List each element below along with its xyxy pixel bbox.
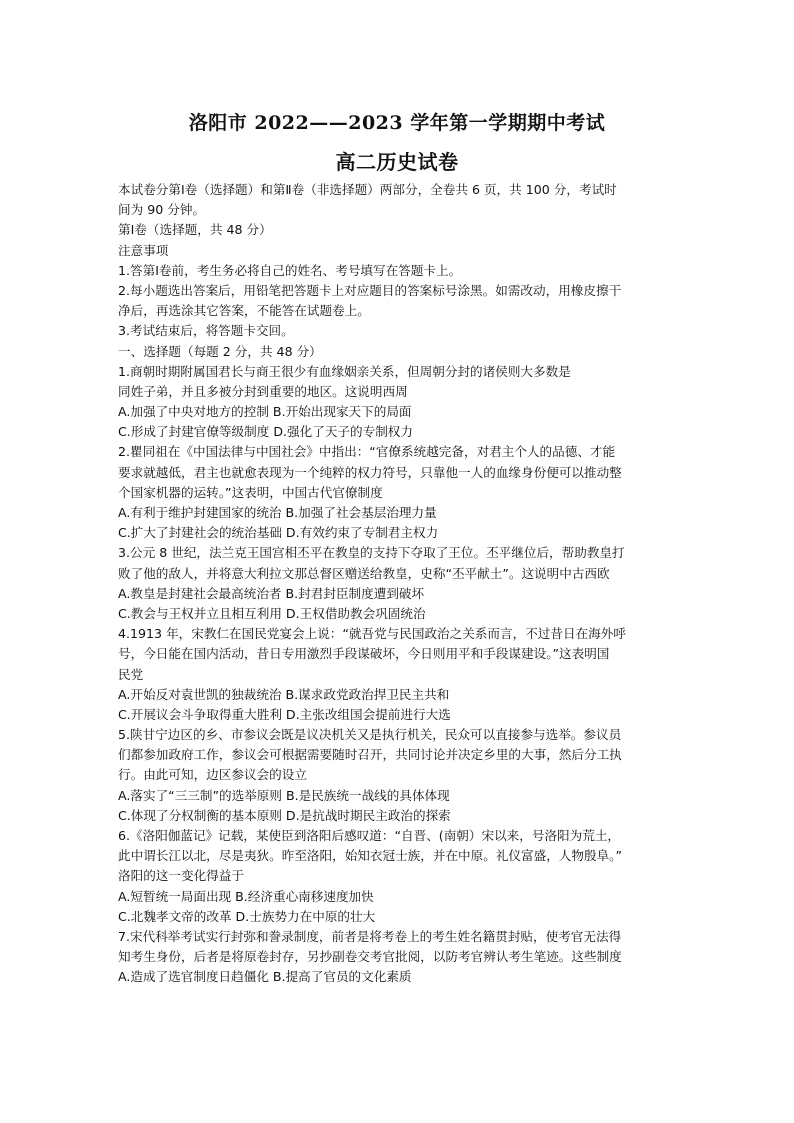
text-line: 间为 90 分钟。	[118, 202, 206, 218]
text-line: 个国家机器的运转。”这表明，中国古代官僚制度	[118, 484, 383, 500]
text-line: 2.每小题选出答案后，用铅笔把答题卡上对应题目的答案标号涂黑。如需改动，用橡皮擦干	[118, 282, 622, 298]
text-line: 1.答第Ⅰ卷前，考生务必将自己的姓名、考号填写在答题卡上。	[118, 262, 462, 278]
text-line: A.加强了中央对地方的控制 B.开始出现家天下的局面	[118, 404, 412, 420]
text-line: C.体现了分权制衡的基本原则 D.是抗战时期民主政治的探索	[118, 807, 451, 823]
exam-title: 洛阳市 2022——2023 学年第一学期期中考试	[188, 112, 606, 134]
text-line: A.造成了选官制度日趋僵化 B.提高了官员的文化素质	[118, 969, 412, 985]
text-line: 注意事项	[118, 242, 169, 258]
text-line: C.北魏孝文帝的改革 D.士族势力在中原的壮大	[118, 908, 376, 924]
text-line: 此中谓长江以北，尽是夷狄。昨至洛阳，始知衣冠士族，并在中原。礼仪富盛，人物殷阜。”	[118, 848, 622, 864]
text-line: 3.考试结束后，将答题卡交回。	[118, 323, 294, 339]
text-line: 2.瞿同祖在《中国法律与中国社会》中指出：“官僚系统越完备，对君主个人的品德、才能	[118, 444, 616, 460]
text-line: 1.商朝时期附属国君长与商王很少有血缘姻亲关系，但周朝分封的诸侯则大多数是	[118, 363, 571, 379]
text-line: 7.宋代科举考试实行封弥和誊录制度，前者是将考卷上的考生姓名籍贯封贴，使考官无法得	[118, 928, 622, 944]
text-line: 号，今日能在国内活动，昔日专用激烈手段谋破坏，今日则用平和手段谋建设。”这表明国	[118, 646, 610, 662]
text-line: 第Ⅰ卷（选择题，共 48 分）	[118, 222, 272, 238]
text-line: 4.1913 年，宋教仁在国民党宴会上说：“就吾党与民国政治之关系而言，不过昔日在海外呼	[118, 626, 626, 642]
text-line: 行。由此可知，边区参议会的设立	[118, 767, 307, 783]
text-line: 民党	[118, 666, 144, 682]
text-line: 3.公元 8 世纪，法兰克王国宫相丕平在教皇的支持下夺取了王位。丕平继位后，帮助教皇打	[118, 545, 625, 561]
text-line: 6.《洛阳伽蓝记》记载，某使臣到洛阳后感叹道：“自晋、(南朝）宋以来，号洛阳为荒土，	[118, 828, 621, 843]
text-line: C.开展议会斗争取得重大胜利 D.主张改组国会提前进行大选	[118, 706, 451, 722]
text-line: 洛阳的这一变化得益于	[118, 868, 244, 884]
text-line: A.有利于维护封建国家的统治 B.加强了社会基层治理力量	[118, 505, 437, 520]
exam-body	[118, 180, 682, 988]
text-line: 知考生身份，后者是将原卷封存，另抄副卷交考官批阅，以防考官辨认考生笔迹。这些制度	[118, 949, 622, 965]
text-line: 本试卷分第Ⅰ卷（选择题）和第Ⅱ卷（非选择题）两部分，全卷共 6 页，共 100 分，考试时	[118, 182, 617, 197]
text-line: 同姓子弟，并且多被分封到重要的地区。这说明西周	[118, 383, 408, 399]
text-line: 们都参加政府工作，参议会可根据需要随时召开，共同讨论并决定乡里的大事，然后分工执	[118, 747, 622, 763]
text-line: 败了他的敌人，并将意大利拉文那总督区赠送给教皇，史称“丕平献土”。这说明中古西欧	[118, 565, 610, 581]
exam-subtitle: 高二历史试卷	[335, 150, 459, 174]
text-line: 5.陕甘宁边区的乡、市参议会既是议决机关又是执行机关，民众可以直接参与选举。参议员	[118, 727, 622, 743]
text-line: C.教会与王权并立且相互利用 D.王权借助教会巩固统治	[118, 605, 426, 621]
text-line: 一、选择题（每题 2 分，共 48 分）	[118, 343, 322, 359]
text-line: 净后，再选涂其它答案，不能答在试题卷上。	[118, 303, 370, 319]
text-line: A.落实了“三三制”的选举原则 B.是民族统一战线的具体体现	[118, 787, 450, 803]
text-line: C.扩大了封建社会的统治基础 D.有效约束了专制君主权力	[118, 525, 439, 541]
text-line: A.开始反对袁世凯的独裁统治 B.谋求政党政治捍卫民主共和	[118, 686, 450, 702]
text-line: A.教皇是封建社会最高统治者 B.封君封臣制度遭到破坏	[118, 585, 425, 601]
text-line: A.短暂统一局面出现 B.经济重心南移速度加快	[118, 888, 374, 904]
text-line: 要求就越低，君主也就愈表现为一个纯粹的权力符号，只靠他一人的血缘身份便可以推动整	[118, 464, 622, 480]
text-line: C.形成了封建官僚等级制度 D.强化了天子的专制权力	[118, 424, 413, 440]
